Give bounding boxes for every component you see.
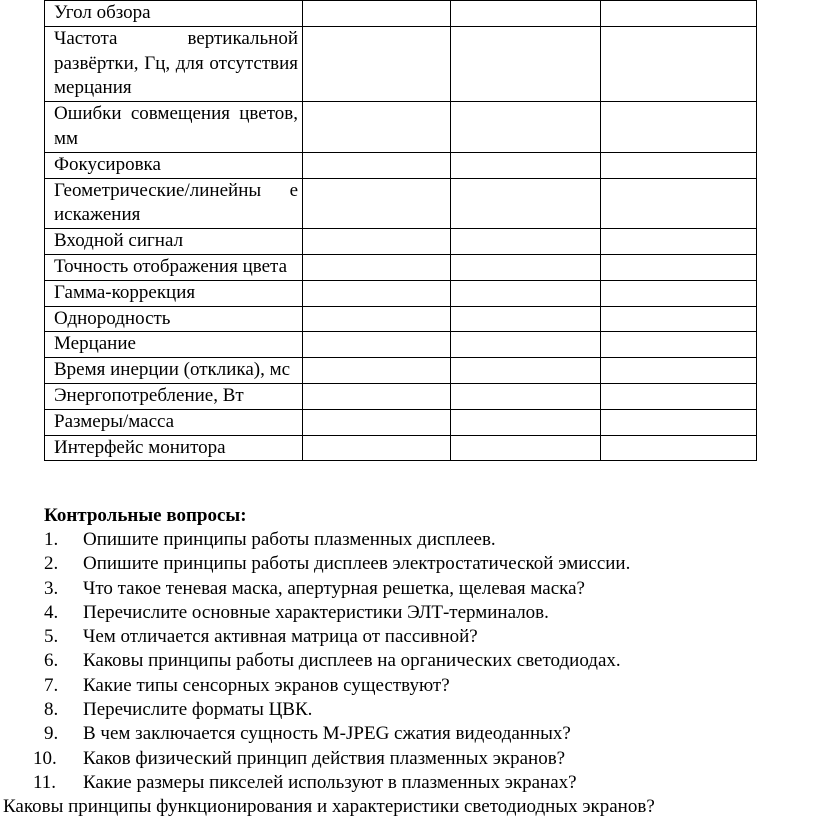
row-label: Размеры/масса (45, 409, 303, 435)
row-label: Геометрические/линейны е искажения (45, 178, 303, 229)
table-row (45, 102, 757, 153)
question-text: Опишите принципы работы плазменных дисплеев. (83, 529, 496, 550)
questions-heading: Контрольные вопросы: (44, 505, 247, 526)
row-label: Время инерции (отклика), мс (45, 358, 303, 384)
value-cell-3[interactable] (601, 409, 757, 435)
row-label: Гамма-коррекция (45, 280, 303, 306)
question-item (44, 577, 630, 601)
value-cell-1[interactable] (303, 26, 451, 101)
value-cell-3[interactable] (601, 306, 757, 332)
value-cell-1[interactable] (303, 102, 451, 153)
table-row (45, 1, 757, 27)
value-cell-1[interactable] (303, 383, 451, 409)
question-text: Каков физический принцип действия плазменных экранов? (83, 747, 566, 769)
question-text: Каковы принципы работы дисплеев на органических светодиодах. (83, 650, 621, 672)
question-number: 3. (44, 577, 59, 599)
value-cell-2[interactable] (451, 409, 601, 435)
value-cell-1[interactable] (303, 1, 451, 27)
value-cell-2[interactable] (451, 152, 601, 178)
table-row (45, 435, 757, 461)
question-item (44, 528, 630, 552)
value-cell-1[interactable] (303, 254, 451, 280)
question-item (44, 722, 630, 746)
question-number: 1. (44, 529, 59, 550)
question-item (33, 771, 630, 795)
question-number: 2. (44, 553, 59, 575)
questions-list (33, 528, 631, 795)
value-cell-3[interactable] (601, 102, 757, 153)
value-cell-1[interactable] (303, 409, 451, 435)
question-item (44, 649, 630, 673)
value-cell-3[interactable] (601, 229, 757, 255)
row-label: Энергопотребление, Вт (45, 383, 303, 409)
question-number: 11. (33, 771, 57, 793)
value-cell-3[interactable] (601, 383, 757, 409)
value-cell-1[interactable] (303, 358, 451, 384)
table-row (45, 358, 757, 384)
table-row (45, 26, 757, 101)
question-text: Какие типы сенсорных экранов существуют? (83, 674, 450, 696)
value-cell-3[interactable] (601, 1, 757, 27)
table-row (45, 332, 757, 358)
table-row (45, 383, 757, 409)
table-row (45, 280, 757, 306)
question-number: 10. (33, 747, 57, 769)
row-label: Ошибки совмещения цветов, мм (45, 102, 303, 153)
value-cell-3[interactable] (601, 280, 757, 306)
value-cell-3[interactable] (601, 358, 757, 384)
value-cell-2[interactable] (451, 26, 601, 101)
value-cell-1[interactable] (303, 229, 451, 255)
row-label: Мерцание (45, 332, 303, 358)
value-cell-2[interactable] (451, 280, 601, 306)
value-cell-2[interactable] (451, 358, 601, 384)
value-cell-1[interactable] (303, 306, 451, 332)
question-number: 9. (44, 723, 59, 745)
value-cell-3[interactable] (601, 178, 757, 229)
question-text: Какие размеры пикселей используют в плазменных экранах? (83, 771, 577, 793)
row-label: Фокусировка (45, 152, 303, 178)
question-text: В чем заключается сущность M-JPEG сжатия видеоданных? (83, 723, 571, 745)
row-label: Однородность (45, 306, 303, 332)
question-number: 4. (44, 601, 59, 623)
value-cell-1[interactable] (303, 178, 451, 229)
value-cell-2[interactable] (451, 383, 601, 409)
row-label: Входной сигнал (45, 229, 303, 255)
question-item (44, 698, 630, 722)
question-text: Перечислите форматы ЦВК. (83, 699, 313, 721)
value-cell-1[interactable] (303, 332, 451, 358)
value-cell-2[interactable] (451, 435, 601, 461)
table-row (45, 254, 757, 280)
value-cell-2[interactable] (451, 332, 601, 358)
question-item (44, 552, 630, 576)
question-item (44, 625, 630, 649)
row-label: Точность отображения цвета (45, 254, 303, 280)
question-item (44, 601, 630, 625)
value-cell-3[interactable] (601, 332, 757, 358)
question-number: 8. (44, 699, 59, 721)
table-row (45, 306, 757, 332)
row-label: Интерфейс монитора (45, 435, 303, 461)
row-label: Угол обзора (45, 1, 303, 27)
table-row (45, 152, 757, 178)
question-text: Перечислите основные характеристики ЭЛТ-терминалов. (83, 601, 549, 623)
trailing-question: Каковы принципы функционирования и характеристики светодиодных экранов? (3, 796, 655, 817)
table-row (45, 178, 757, 229)
value-cell-2[interactable] (451, 102, 601, 153)
value-cell-2[interactable] (451, 229, 601, 255)
table-row (45, 409, 757, 435)
question-item (33, 747, 630, 771)
value-cell-2[interactable] (451, 178, 601, 229)
question-item (44, 674, 630, 698)
question-text: Что такое теневая маска, апертурная решетка, щелевая маска? (83, 577, 585, 599)
value-cell-1[interactable] (303, 152, 451, 178)
value-cell-3[interactable] (601, 435, 757, 461)
characteristics-table (44, 0, 757, 461)
question-number: 5. (44, 626, 59, 648)
value-cell-2[interactable] (451, 1, 601, 27)
question-number: 6. (44, 650, 59, 672)
question-text: Чем отличается активная матрица от пассивной? (83, 626, 478, 648)
value-cell-3[interactable] (601, 26, 757, 101)
question-number: 7. (44, 674, 59, 696)
value-cell-1[interactable] (303, 280, 451, 306)
value-cell-3[interactable] (601, 254, 757, 280)
value-cell-1[interactable] (303, 435, 451, 461)
table-body (45, 1, 757, 461)
value-cell-3[interactable] (601, 152, 757, 178)
value-cell-2[interactable] (451, 306, 601, 332)
value-cell-2[interactable] (451, 254, 601, 280)
row-label: Частота вертикальной развёртки, Гц, для отсутствия мерцания (45, 26, 303, 101)
question-text: Опишите принципы работы дисплеев электростатической эмиссии. (83, 553, 631, 575)
table-row (45, 229, 757, 255)
